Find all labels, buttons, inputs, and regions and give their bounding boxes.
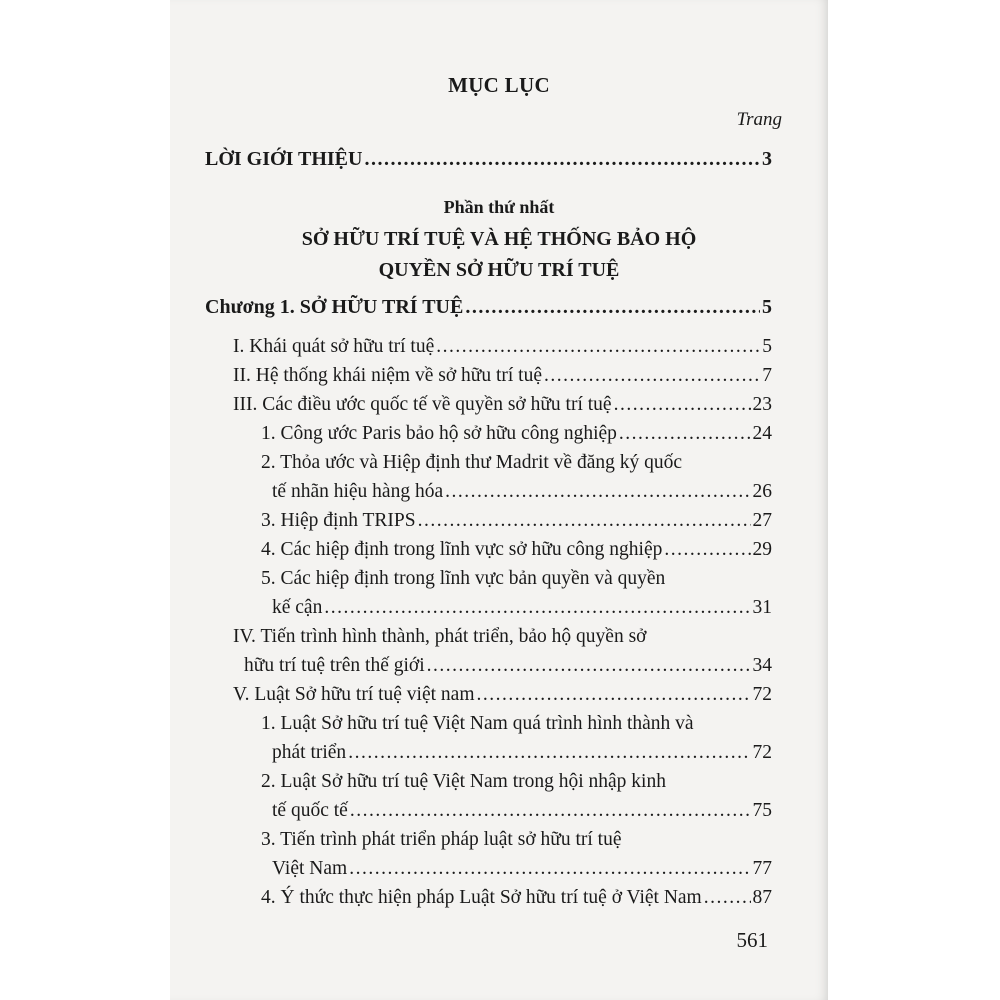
dot-leader [436, 336, 760, 358]
toc-entry-label: tế nhãn hiệu hàng hóa [272, 481, 444, 502]
toc-entry-section-2 [233, 365, 772, 387]
toc-entry-section-3-1 [261, 423, 772, 445]
dot-leader [427, 655, 751, 677]
toc-entry-page: 5 [762, 296, 772, 318]
toc-entry-page: 87 [752, 887, 772, 908]
part-heading: Phần thứ nhất [443, 197, 555, 217]
toc-entry-section-4-line1: IV. Tiến trình hình thành, phát triển, bảo hộ quyền sở [233, 626, 647, 647]
toc-entry-section-3-5 [272, 597, 772, 619]
toc-entry-label: II. Hệ thống khái niệm về sở hữu trí tuệ [233, 365, 542, 386]
toc-entry-chapter-1 [205, 296, 772, 319]
toc-entry-label: 4. Các hiệp định trong lĩnh vực sở hữu công nghiệp [261, 539, 663, 560]
toc-entry-section-3-5-line1: 5. Các hiệp định trong lĩnh vực bản quyền và quyền [261, 568, 666, 589]
toc-entry-page: 72 [752, 742, 772, 763]
dot-leader [477, 684, 751, 706]
toc-entry-label: Chương 1. SỞ HỮU TRÍ TUỆ [205, 296, 464, 318]
dot-leader [349, 858, 750, 880]
dot-leader [350, 800, 751, 822]
toc-entry-section-5-2 [272, 800, 772, 822]
toc-entry-label: V. Luật Sở hữu trí tuệ việt nam [233, 684, 475, 705]
toc-entry-label: kế cận [272, 597, 323, 618]
toc-entry-page: 31 [752, 597, 772, 618]
toc-entry-section-5-4 [261, 887, 772, 909]
toc-entry-label: LỜI GIỚI THIỆU [205, 148, 363, 170]
toc-entry-label: I. Khái quát sở hữu trí tuệ [233, 336, 435, 357]
toc-entry-section-1 [233, 336, 772, 358]
page-column-label: Trang [736, 109, 782, 130]
toc-entry-page: 75 [752, 800, 772, 821]
dot-leader [544, 365, 760, 387]
toc-entry-section-5-2-line1: 2. Luật Sở hữu trí tuệ Việt Nam trong hội nhập kinh [261, 771, 666, 792]
toc-entry-label: 3. Hiệp định TRIPS [261, 510, 416, 531]
dot-leader [324, 597, 750, 619]
toc-entry-label: 4. Ý thức thực hiện pháp Luật Sở hữu trí tuệ ở Việt Nam [261, 887, 702, 908]
part-title-line1: SỞ HỮU TRÍ TUỆ VÀ HỆ THỐNG BẢO HỘ [301, 228, 697, 250]
toc-entry-section-5-3-line1: 3. Tiến trình phát triển pháp luật sở hữu trí tuệ [261, 829, 622, 850]
toc-entry-section-5-1 [272, 742, 772, 764]
toc-entry-page: 27 [752, 510, 772, 531]
toc-entry-page: 24 [752, 423, 772, 444]
toc-entry-page: 7 [762, 365, 772, 386]
toc-entry-section-3-2 [272, 481, 772, 503]
toc-entry-page: 29 [752, 539, 772, 560]
toc-entry-label: phát triển [272, 742, 347, 763]
dot-leader [364, 148, 760, 171]
toc-entry-page: 3 [762, 148, 772, 170]
toc-entry-section-5-3 [272, 858, 772, 880]
dot-leader [465, 296, 760, 319]
toc-entry-section-3-4 [261, 539, 772, 561]
toc-entry-section-5-1-line1: 1. Luật Sở hữu trí tuệ Việt Nam quá trình hình thành và [261, 713, 694, 734]
toc-title: MỤC LỤC [448, 73, 550, 97]
dot-leader [704, 887, 751, 909]
dot-leader [445, 481, 750, 503]
dot-leader [348, 742, 750, 764]
toc-entry-section-3-3 [261, 510, 772, 532]
part-title-line2: QUYỀN SỞ HỮU TRÍ TUỆ [378, 259, 620, 281]
book-page-number: 561 [736, 928, 768, 952]
dot-leader [614, 394, 751, 416]
toc-entry-page: 26 [752, 481, 772, 502]
toc-entry-label: hữu trí tuệ trên thế giới [244, 655, 425, 676]
toc-entry-page: 77 [752, 858, 772, 879]
dot-leader [664, 539, 750, 561]
toc-entry-page: 34 [752, 655, 772, 676]
toc-entry-label: Việt Nam [272, 858, 348, 879]
toc-entry-label: III. Các điều ước quốc tế về quyền sở hữu trí tuệ [233, 394, 612, 415]
toc-entry-intro [205, 148, 772, 171]
toc-entry-page: 72 [752, 684, 772, 705]
toc-entry-label: 1. Công ước Paris bảo hộ sở hữu công nghiệp [261, 423, 617, 444]
toc-entry-section-3 [233, 394, 772, 416]
toc-entry-section-5 [233, 684, 772, 706]
toc-entry-section-3-2-line1: 2. Thỏa ước và Hiệp định thư Madrit về đăng ký quốc [261, 452, 683, 473]
toc-entry-page: 23 [752, 394, 772, 415]
dot-leader [619, 423, 751, 445]
toc-entry-section-4 [244, 655, 772, 677]
toc-entry-page: 5 [762, 336, 772, 357]
dot-leader [418, 510, 751, 532]
toc-entry-label: tế quốc tế [272, 800, 348, 821]
